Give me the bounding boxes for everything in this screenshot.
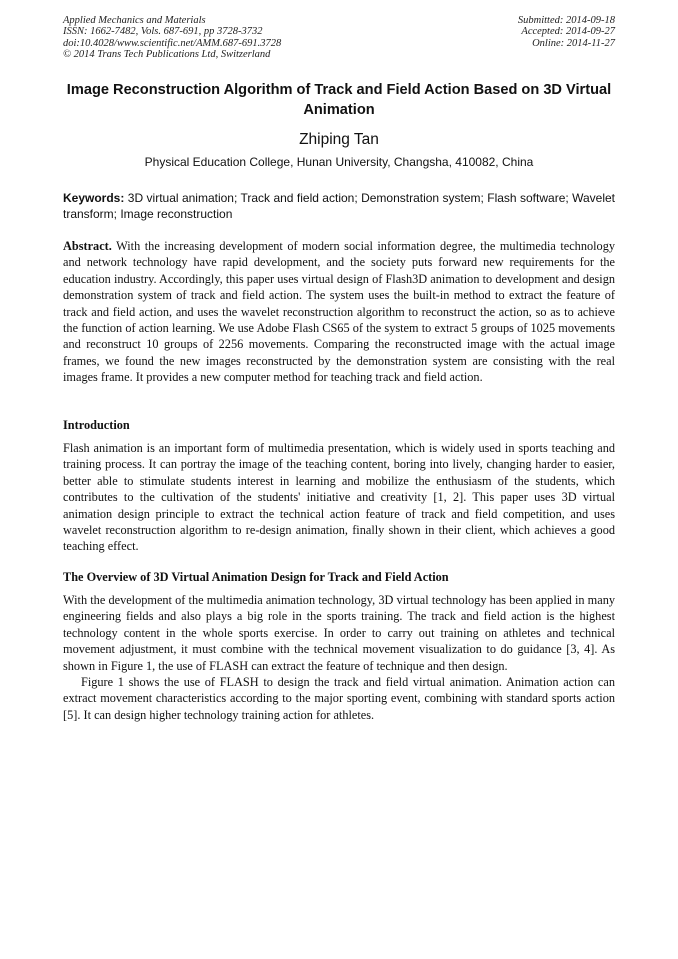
abstract-label: Abstract. bbox=[63, 239, 112, 253]
submitted-date: Submitted: 2014-09-18 bbox=[517, 15, 615, 26]
abstract-text: With the increasing development of modern social information degree, the multimedia technology and network technology have rapid development, and the society puts forward new requirements for the education industry. Accordingly, this paper uses virtual design of Flash3D animation to development and design demonstration system of track and field action. The system uses the built-in method to extract the feature of track and field action, and uses the wavelet reconstruction algorithm to reconstruct the action, so as to achieve the function of action learning. We use Adobe Flash CS65 of the system to extract 5 groups of 1025 movements and reconstruct 10 groups of 2256 movements. Comparing the reconstructed image with the actual image frames, we found the new images reconstructed by the demonstration system are consisting with the real images frame. It provides a new computer method for teaching track and field action. bbox=[63, 239, 615, 385]
issn-line: ISSN: 1662-7482, Vols. 687-691, pp 3728-3732 bbox=[63, 26, 263, 38]
overview-paragraph-2: Figure 1 shows the use of FLASH to design the track and field virtual animation. Animation action can extract movement characteristics according to the major sporting event, combining with standard sports action [5]. It can design higher technology training action for athletes. bbox=[63, 675, 615, 722]
section-heading-introduction: Introduction bbox=[63, 418, 130, 432]
journal-info bbox=[63, 15, 281, 61]
online-date: Online: 2014-11-27 bbox=[532, 37, 615, 49]
accepted-date: Accepted: 2014-09-27 bbox=[521, 26, 615, 38]
doi-line[interactable]: doi:10.4028/www.scientific.net/AMM.687-691.3728 bbox=[63, 37, 282, 49]
keywords-text: 3D virtual animation; Track and field action; Demonstration system; Flash software; Wavelet transform; Image reconstruction bbox=[63, 191, 616, 221]
copyright-line: © 2014 Trans Tech Publications Ltd, Switzerland bbox=[63, 49, 271, 61]
paper-title: Image Reconstruction Algorithm of Track and Field Action Based on 3D Virtual Animation bbox=[66, 82, 612, 118]
overview-section-body bbox=[63, 592, 615, 723]
introduction-paragraph: Flash animation is an important form of multimedia presentation, which is widely used in sports teaching and training process. It can portray the image of the teaching content, boring into lively, changing harder to easier, better able to stimulate students interest in learning and mobilize the enthusiasm of the students, which contributes to the cultivation of the students' initiative and creativity [1, 2]. This paper uses 3D virtual animation design principle to extract the technical action feature of track and field competition, and uses wavelet reconstruction algorithm to re-design animation, finally shown in their client, which achieves a good teaching effect. bbox=[63, 441, 615, 554]
submission-dates bbox=[518, 15, 615, 49]
abstract bbox=[63, 238, 615, 386]
journal-name: Applied Mechanics and Materials bbox=[63, 15, 206, 26]
author-name: Zhiping Tan bbox=[299, 131, 379, 148]
overview-paragraph-1: With the development of the multimedia animation technology, 3D virtual technology has been applied in many engineering fields and also plays a big role in the sports training. The track and field action is the highest technology content in the whole sports exercise. In order to carry out training on athletes and technical movement adjustment, it must combine with the technical movement visualization to do guidance [3, 4]. As shown in Figure 1, the use of FLASH can extract the feature of technique and then design. bbox=[63, 593, 615, 673]
author-affiliation: Physical Education College, Hunan University, Changsha, 410082, China bbox=[144, 155, 534, 169]
section-heading-overview: The Overview of 3D Virtual Animation Design for Track and Field Action bbox=[63, 570, 449, 584]
keywords-label: Keywords: bbox=[63, 191, 125, 205]
keywords bbox=[63, 190, 615, 222]
